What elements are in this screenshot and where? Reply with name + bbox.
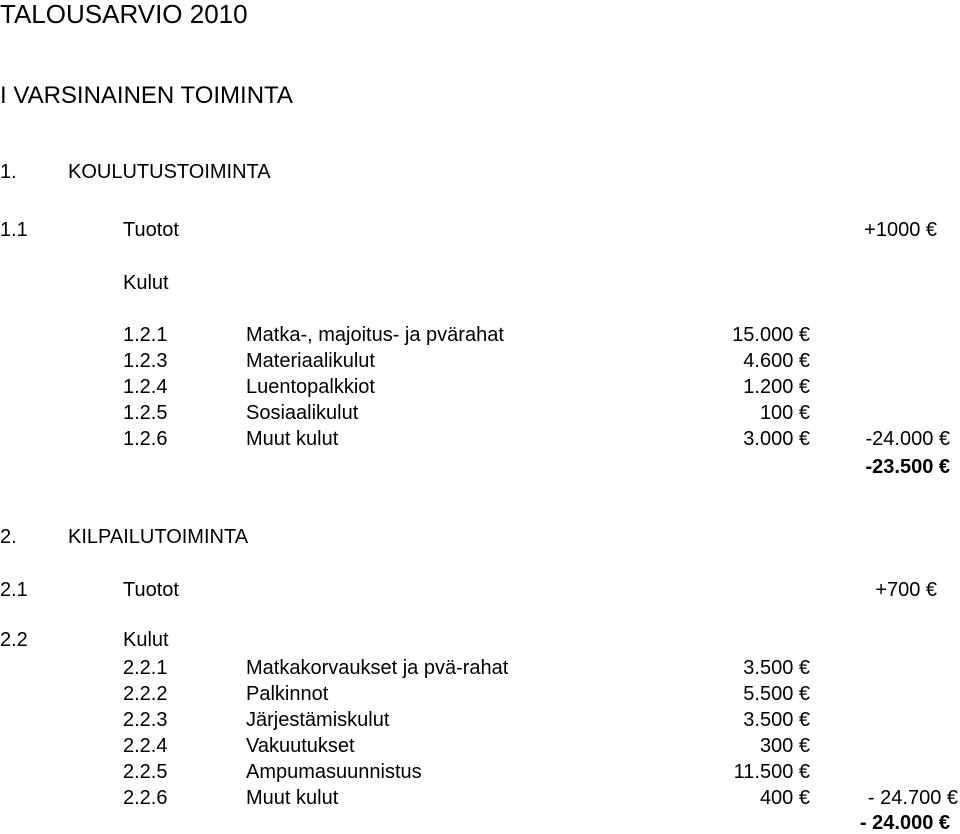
cost-item-label: Vakuutukset [246, 735, 355, 757]
cost-item-amount: 400 € [759, 787, 810, 809]
cost-item-label: Matka-, majoitus- ja pvärahat [246, 324, 504, 346]
section-2-costs-label: Kulut [123, 629, 169, 651]
cost-item-amount: 15.000 € [732, 324, 810, 346]
section-1-costs-total: -24.000 € [865, 428, 950, 450]
section-1-result: -23.500 € [865, 456, 950, 478]
cost-item-label: Matkakorvaukset ja pvä-rahat [246, 657, 509, 679]
cost-item-amount: 11.500 € [733, 761, 810, 783]
section-2-income-amount: +700 € [875, 579, 937, 601]
section-2-costs-code: 2.2 [0, 629, 28, 651]
section-1-income-amount: +1000 € [864, 219, 937, 241]
cost-item-label: Ampumasuunnistus [246, 761, 422, 783]
cost-item-amount: 300 € [759, 735, 810, 757]
section-2-costs-total: - 24.700 € [867, 787, 958, 809]
cost-item-code: 2.2.2 [123, 683, 168, 705]
cost-item-code: 1.2.6 [123, 428, 168, 450]
cost-item-label: Järjestämiskulut [246, 709, 390, 731]
cost-item-code: 2.2.5 [123, 761, 168, 783]
cost-item-amount: 5.500 € [743, 683, 810, 705]
document-title: TALOUSARVIO 2010 [0, 0, 248, 29]
cost-item-code: 2.2.3 [123, 709, 168, 731]
section-1-number: 1. [0, 161, 17, 183]
cost-item-label: Muut kulut [246, 428, 339, 450]
main-heading: I VARSINAINEN TOIMINTA [0, 82, 293, 109]
section-2-income-label: Tuotot [123, 579, 179, 601]
cost-item-label: Muut kulut [246, 787, 339, 809]
cost-item-code: 1.2.4 [123, 376, 168, 398]
cost-item-amount: 100 € [759, 402, 810, 424]
section-1-income-label: Tuotot [123, 219, 179, 241]
cost-item-label: Materiaalikulut [246, 350, 375, 372]
section-1-heading: KOULUTUSTOIMINTA [68, 161, 271, 183]
cost-item-label: Palkinnot [246, 683, 329, 705]
cost-item-code: 1.2.1 [123, 324, 168, 346]
cost-item-label: Luentopalkkiot [246, 376, 375, 398]
cost-item-amount: 3.500 € [743, 657, 810, 679]
cost-item-code: 2.2.1 [123, 657, 168, 679]
cost-item-code: 1.2.5 [123, 402, 168, 424]
section-2-number: 2. [0, 526, 17, 548]
cost-item-code: 1.2.3 [123, 350, 168, 372]
cost-item-amount: 4.600 € [743, 350, 810, 372]
cost-item-amount: 1.200 € [743, 376, 810, 398]
cost-item-code: 2.2.6 [123, 787, 168, 809]
section-2-result: - 24.000 € [859, 812, 950, 834]
section-1-costs-label: Kulut [123, 272, 169, 294]
cost-item-amount: 3.000 € [743, 428, 810, 450]
section-2-income-code: 2.1 [0, 579, 28, 601]
section-2-heading: KILPAILUTOIMINTA [68, 526, 249, 548]
section-1-income-code: 1.1 [0, 219, 28, 241]
cost-item-code: 2.2.4 [123, 735, 168, 757]
cost-item-amount: 3.500 € [743, 709, 810, 731]
cost-item-label: Sosiaalikulut [246, 402, 359, 424]
